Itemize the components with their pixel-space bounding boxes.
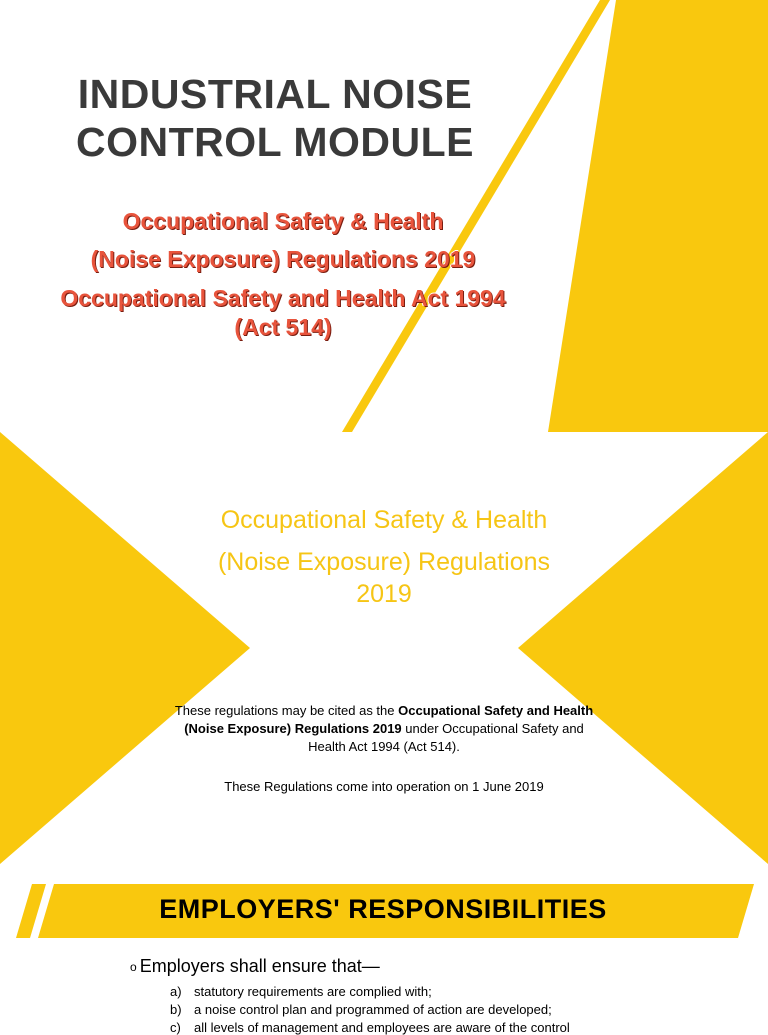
operation-date-paragraph: These Regulations come into operation on 1 June 2019	[224, 779, 544, 794]
citation-regulation-name: Occupational Safety and Health (Noise Exposure) Regulations 2019	[184, 703, 594, 736]
list-item-label: a)	[170, 984, 182, 999]
subtitle-line-4: (Act 514)	[234, 314, 332, 340]
list-item	[170, 1002, 552, 1017]
citation-paragraph	[170, 702, 598, 756]
list-item	[170, 1020, 570, 1035]
yellow-stripe-large	[548, 0, 768, 432]
yellow-triangle-left	[0, 432, 250, 864]
yellow-triangle-right	[518, 432, 768, 864]
slide3-decoration	[0, 864, 768, 1024]
list-item-text: statutory requirements are complied with;	[194, 984, 432, 999]
regulations-heading-line-2: (Noise Exposure) Regulations	[217, 548, 551, 576]
regulations-heading-line-3: 2019	[356, 580, 412, 608]
regulations-slide	[0, 432, 768, 864]
page-title	[40, 70, 510, 166]
bullet-circle-icon: o	[130, 960, 137, 974]
subtitle-line-3: Occupational Safety and Health Act 1994	[60, 285, 506, 311]
title-slide	[0, 0, 768, 432]
lead-statement	[130, 956, 380, 977]
subtitle-line-1: Occupational Safety & Health	[122, 208, 444, 234]
list-item-label: c)	[170, 1020, 181, 1035]
subtitle-line-2: (Noise Exposure) Regulations 2019	[90, 246, 476, 272]
citation-text-start: These regulations may be cited as the	[174, 703, 399, 718]
slide2-decoration	[0, 432, 768, 864]
list-item-text: all levels of management and employees are aware of the control	[194, 1020, 570, 1035]
title-line-2: CONTROL MODULE	[75, 119, 474, 165]
regulations-heading-line-1: Occupational Safety & Health	[220, 506, 548, 534]
list-item-label: b)	[170, 1002, 182, 1017]
responsibilities-banner: EMPLOYERS' RESPONSIBILITIES	[159, 894, 607, 924]
citation-text-end: under Occupational Safety and Health Act 1994 (Act 514).	[308, 721, 584, 754]
title-line-1: INDUSTRIAL NOISE	[77, 71, 473, 117]
lead-text: Employers shall ensure that—	[139, 956, 380, 976]
responsibilities-slide	[0, 864, 768, 1035]
list-item-text: a noise control plan and programmed of action are developed;	[194, 1002, 552, 1017]
list-item	[170, 984, 432, 999]
